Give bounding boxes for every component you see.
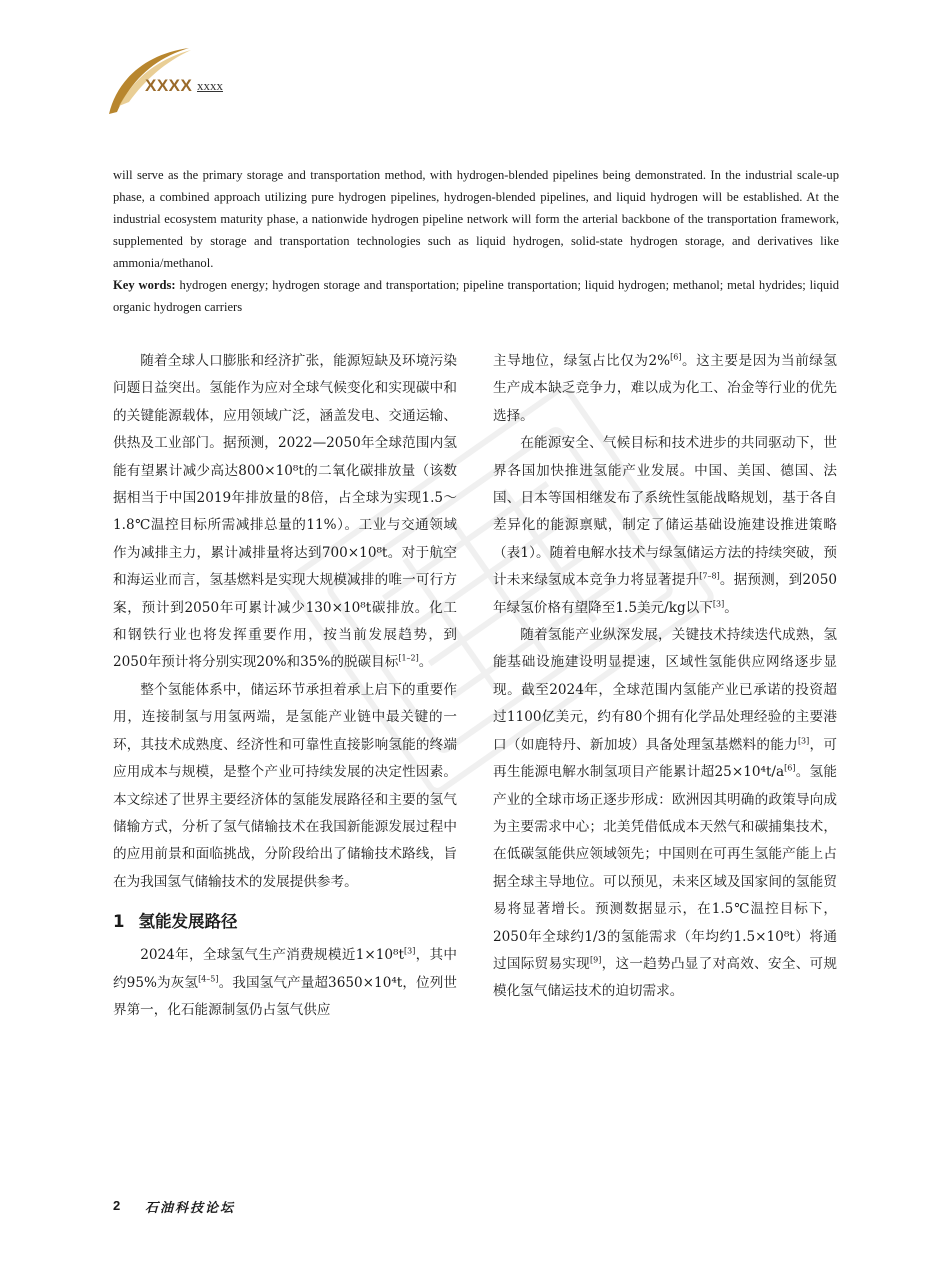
paragraph-text: 。我国氢气产量超3650×10⁴t，位列世界第一，化石能源制氢仍占氢气供应 [113,974,457,1018]
citation: [4–5] [198,974,219,983]
logo-sub-text: xxxx [197,78,223,93]
paragraph-text: 。这主要是因为当前绿氢生产成本缺乏竞争力，难以成为化工、冶金等行业的优先选择。 [493,353,837,424]
paragraph [493,622,837,1006]
paragraph-text: 。氢能产业的全球市场正逐步形成：欧洲因其明确的政策导向成为主要需求中心；北美凭借低成本天然气和碳捕集技术，在低碳氢能供应领域领先；中国则在可再生氢能产能上占据全球主导地位。可以预见，未来区域及国家间的氢能贸易将显著增长。预测数据显示，在1.5℃温控目标下，2050年全球约1/3的氢能需求（年均约1.5×10⁸t）将通过国际贸易实现 [493,764,837,972]
paragraph: 整个氢能体系中，储运环节承担着承上启下的重要作用，连接制氢与用氢两端，是氢能产业链中最关键的一环，其技术成熟度、经济性和可靠性直接影响氢能的终端应用成本与规模，是整个产业可持续发展的决定性因素。本文综述了世界主要经济体的氢能发展路径和主要的氢气储输方式，分析了氢气储输技术在我国新能源发展过程中的应用前景和面临挑战，分阶段给出了储输技术路线，旨在为我国氢气储输技术的发展提供参考。 [113,681,457,890]
citation: [3] [403,946,416,956]
paragraph-text: 随着全球人口膨胀和经济扩张，能源短缺及环境污染问题日益突出。氢能作为应对全球气候变化和实现碳中和的关键能源载体，应用领域广泛，涵盖发电、交通运输、供热及工业部门。据预测，2022—2050年全球范围内氢能有望累计减少高达800×10⁸t的二氧化碳排放量（该数据相当于中国2019年排放量的8倍，占全球为实现1.5～1.8℃温控目标所需减排总量的11%）。工业与交通领域作为减排主力，累计减排量将达到700×10⁸t。对于航空和海运业而言，氢基燃料是实现大规模减排的唯一可行方案，预计到2050年可累计减少130×10⁸t碳排放。化工和钢铁行业也将发挥重要作用，按当前发展趋势，到2050年预计将分别实现20%和35%的脱碳目标 [113,353,457,671]
paragraph [493,430,837,622]
keywords-label: Key words: [113,278,176,292]
citation: [3] [797,736,810,746]
paragraph-text: ，可再生能源电解水制氢项目产能累计超25×10⁴t/a [493,736,838,781]
section-title: 氢能发展路径 [138,912,238,932]
citation: [9] [590,955,602,965]
citation: [6] [670,352,682,362]
paragraph [493,348,837,430]
body-right-column [493,348,837,1006]
body-left-column [113,348,457,1024]
keywords-paragraph [113,274,839,318]
section-heading [113,908,457,936]
citation: [7–8] [699,571,720,581]
paragraph-text: 。 [724,599,738,616]
logo-main-text: XXXX [145,76,193,95]
keywords-text: hydrogen energy; hydrogen storage and transportation; pipeline transportation; liquid hydrogen; methanol; metal hydrides; liquid organic hydrogen carriers [113,278,839,314]
paragraph-text: 主导地位，绿氢占比仅为2% [493,353,671,369]
paragraph [113,348,457,677]
journal-header [105,40,305,120]
paragraph-text: 。 [418,654,433,671]
citation: [6] [784,763,796,773]
paragraph-text: 2024年，全球氢气生产消费规模近1×10⁸t [140,947,404,964]
citation: [1–2] [398,653,419,663]
journal-name: 石油科技论坛 [145,1201,236,1216]
abstract-section [113,164,839,318]
citation: [3] [712,599,725,609]
paragraph-text: 在能源安全、气候目标和技术进步的共同驱动下，世界各国加快推进氢能产业发展。中国、美国、德国、法国、日本等国相继发布了系统性氢能战略规划，基于各自差异化的能源禀赋，制定了储运基础设施建设推进策略（表1）。随着电解水技术与绿氢储运方法的持续突破，预计未来绿氢成本竞争力将显著提升 [493,435,837,589]
paragraph-text: 。据预测，到2050年绿氢价格有望降至1.5美元/kg以下 [493,572,837,616]
page-number: 2 [113,1198,121,1213]
paragraph-text: ，这一趋势凸显了对高效、安全、可规模化氢气储运技术的迫切需求。 [493,955,838,1000]
paragraph-text: ，其中约95%为灰氢 [113,947,458,991]
abstract-text: will serve as the primary storage and transportation method, with hydrogen-blended pipelines being demonstrated. In the industrial scale-up phase, a combined approach utilizing pure hydrogen pipelines, hydrogen-blended pipelines, and liquid hydrogen will be established. At the industrial ecosystem maturity phase, a nationwide hydrogen pipeline network will form the arterial backbone of the transportation framework, supplemented by storage and transportation technologies such as liquid hydrogen, solid-state hydrogen storage, and derivatives like ammonia/methanol. [113,168,839,270]
paragraph [113,942,457,1024]
section-number: 1 [113,912,125,932]
paragraph-text: 随着氢能产业纵深发展，关键技术持续迭代成熟，氢能基础设施建设明显提速，区域性氢能供应网络逐步显现。截至2024年，全球范围内氢能产业已承诺的投资超过1100亿美元，约有80个拥有化学品处理经验的主要港口（如鹿特丹、新加坡）具备处理氢基燃料的能力 [493,627,837,753]
